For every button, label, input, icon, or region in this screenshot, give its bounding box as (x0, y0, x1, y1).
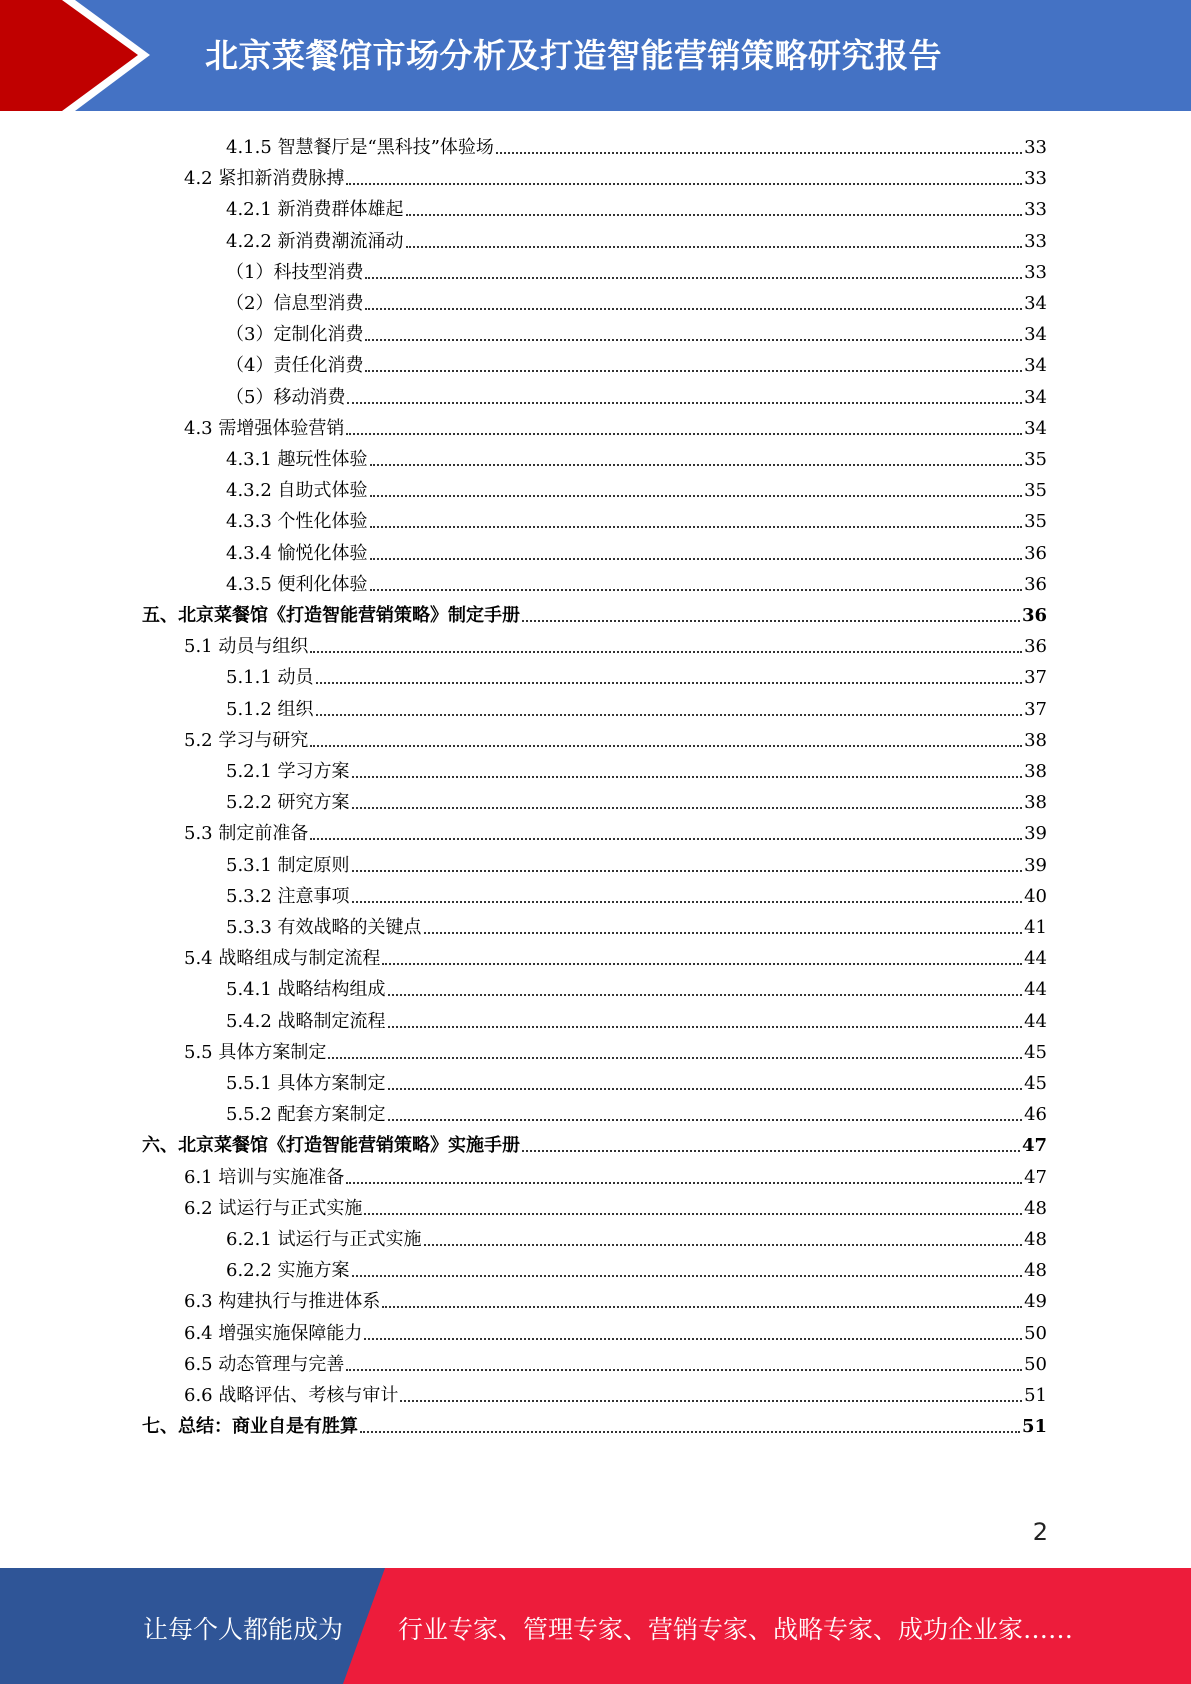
toc-entry-title: 七、总结：商业自是有胜算 (142, 1416, 358, 1437)
toc-dot-leader (352, 1275, 1023, 1277)
toc-dot-leader (328, 1057, 1022, 1059)
toc-entry-page: 47 (1021, 1135, 1047, 1156)
toc-entry[interactable] (184, 1189, 1047, 1220)
toc-entry-page: 46 (1024, 1104, 1047, 1125)
toc-entry-title: （1）科技型消费 (226, 262, 364, 283)
toc-entry-title: 5.3.3 有效战略的关键点 (226, 917, 422, 938)
toc-entry-page: 34 (1024, 293, 1047, 314)
toc-dot-leader (352, 776, 1023, 778)
toc-entry[interactable] (184, 1158, 1047, 1189)
toc-entry-page: 37 (1024, 667, 1047, 688)
toc-entry[interactable] (142, 1407, 1047, 1438)
toc-entry-title: 6.2.2 实施方案 (226, 1260, 350, 1281)
toc-entry-page: 39 (1024, 855, 1047, 876)
toc-dot-leader (424, 932, 1023, 934)
toc-entry-title: 5.4 战略组成与制定流程 (184, 948, 381, 969)
toc-entry-page: 48 (1024, 1198, 1047, 1219)
toc-entry-page: 44 (1024, 1011, 1047, 1032)
toc-entry-title: 4.2.2 新消费潮流涌动 (226, 231, 404, 252)
toc-entry[interactable] (184, 721, 1047, 752)
toc-entry-page: 38 (1024, 792, 1047, 813)
toc-entry-title: 5.1.1 动员 (226, 667, 314, 688)
toc-entry-title: 4.2.1 新消费群体雄起 (226, 199, 404, 220)
toc-entry-title: 5.2 学习与研究 (184, 730, 309, 751)
toc-entry[interactable] (184, 159, 1047, 190)
toc-dot-leader (365, 370, 1022, 372)
toc-entry-title: 4.2 紧扣新消费脉搏 (184, 168, 345, 189)
toc-entry-title: 6.2.1 试运行与正式实施 (226, 1229, 422, 1250)
toc-entry-page: 48 (1024, 1229, 1047, 1250)
toc-entry-title: （3）定制化消费 (226, 324, 364, 345)
toc-entry-title: 6.4 增强实施保障能力 (184, 1323, 363, 1344)
toc-entry[interactable] (226, 1251, 1047, 1282)
toc-entry-title: 4.3 需增强体验营销 (184, 418, 345, 439)
toc-entry[interactable] (226, 783, 1047, 814)
toc-dot-leader (424, 1244, 1023, 1246)
toc-dot-leader (352, 870, 1023, 872)
toc-entry-page: 48 (1024, 1260, 1047, 1281)
toc-entry[interactable] (226, 315, 1047, 346)
toc-entry-page: 51 (1024, 1385, 1047, 1406)
toc-dot-leader (406, 214, 1023, 216)
chevron-arrow-icon (0, 0, 160, 111)
toc-dot-leader (522, 1150, 1020, 1152)
toc-entry-title: 6.3 构建执行与推进体系 (184, 1291, 381, 1312)
toc-dot-leader (522, 620, 1020, 622)
toc-entry[interactable] (184, 814, 1047, 845)
toc-dot-leader (316, 682, 1023, 684)
toc-entry-page: 33 (1024, 231, 1047, 252)
toc-entry-page: 51 (1021, 1416, 1047, 1437)
toc-entry-title: 5.5 具体方案制定 (184, 1042, 327, 1063)
toc-dot-leader (352, 901, 1023, 903)
toc-entry[interactable] (184, 627, 1047, 658)
toc-entry-title: 5.4.1 战略结构组成 (226, 979, 386, 1000)
toc-entry[interactable] (226, 658, 1047, 689)
toc-dot-leader (496, 152, 1022, 154)
toc-entry[interactable] (184, 409, 1047, 440)
toc-entry-title: 6.1 培训与实施准备 (184, 1167, 345, 1188)
toc-dot-leader (364, 1338, 1022, 1340)
toc-entry[interactable] (226, 908, 1047, 939)
toc-dot-leader (316, 714, 1023, 716)
toc-entry[interactable] (184, 1282, 1047, 1313)
toc-entry-page: 44 (1024, 979, 1047, 1000)
toc-dot-leader (388, 1119, 1023, 1121)
toc-entry-page: 38 (1024, 730, 1047, 751)
toc-entry-page: 33 (1024, 137, 1047, 158)
toc-entry[interactable] (226, 1064, 1047, 1095)
toc-entry-title: 4.3.2 自助式体验 (226, 480, 368, 501)
toc-entry-page: 41 (1024, 917, 1047, 938)
toc-entry-page: 34 (1024, 387, 1047, 408)
toc-entry[interactable] (226, 752, 1047, 783)
toc-entry-page: 47 (1024, 1167, 1047, 1188)
toc-entry-page: 40 (1024, 886, 1047, 907)
toc-entry-title: 6.6 战略评估、考核与审计 (184, 1385, 399, 1406)
toc-entry-page: 34 (1024, 324, 1047, 345)
toc-entry-title: 五、北京菜餐馆《打造智能营销策略》制定手册 (142, 605, 520, 626)
toc-entry-page: 33 (1024, 262, 1047, 283)
toc-entry-page: 36 (1024, 574, 1047, 595)
toc-entry-title: 5.2.1 学习方案 (226, 761, 350, 782)
toc-entry[interactable] (226, 1095, 1047, 1126)
toc-entry[interactable] (226, 1220, 1047, 1251)
toc-entry-page: 36 (1021, 605, 1047, 626)
toc-dot-leader (347, 402, 1022, 404)
toc-dot-leader (382, 963, 1022, 965)
toc-entry-title: 5.3 制定前准备 (184, 823, 309, 844)
toc-entry-title: 4.3.5 便利化体验 (226, 574, 368, 595)
page-number: 2 (1032, 1518, 1048, 1546)
toc-dot-leader (360, 1431, 1020, 1433)
toc-entry-page: 39 (1024, 823, 1047, 844)
toc-entry-page: 34 (1024, 418, 1047, 439)
toc-entry-page: 35 (1024, 511, 1047, 532)
toc-entry-title: 4.3.3 个性化体验 (226, 511, 368, 532)
toc-dot-leader (370, 558, 1023, 560)
toc-entry-page: 50 (1024, 1354, 1047, 1375)
toc-dot-leader (346, 1182, 1022, 1184)
toc-entry-page: 50 (1024, 1323, 1047, 1344)
toc-dot-leader (365, 277, 1022, 279)
toc-dot-leader (310, 651, 1022, 653)
toc-entry-page: 35 (1024, 449, 1047, 470)
toc-dot-leader (346, 1369, 1022, 1371)
toc-entry-title: 5.1.2 组织 (226, 699, 314, 720)
toc-dot-leader (310, 745, 1022, 747)
toc-entry[interactable] (226, 440, 1047, 471)
toc-entry-title: 5.4.2 战略制定流程 (226, 1011, 386, 1032)
toc-entry[interactable] (226, 378, 1047, 409)
toc-entry[interactable] (226, 502, 1047, 533)
toc-entry[interactable] (226, 1002, 1047, 1033)
toc-entry-page: 33 (1024, 168, 1047, 189)
toc-dot-leader (352, 807, 1023, 809)
toc-entry-page: 34 (1024, 355, 1047, 376)
toc-entry[interactable] (226, 534, 1047, 565)
toc-entry-page: 33 (1024, 199, 1047, 220)
toc-dot-leader (370, 589, 1023, 591)
toc-entry-page: 45 (1024, 1042, 1047, 1063)
toc-entry[interactable] (184, 1314, 1047, 1345)
toc-entry-title: 5.1 动员与组织 (184, 636, 309, 657)
toc-dot-leader (346, 433, 1022, 435)
toc-entry[interactable] (226, 128, 1047, 159)
toc-entry[interactable] (226, 253, 1047, 284)
toc-dot-leader (406, 246, 1023, 248)
toc-dot-leader (388, 1026, 1023, 1028)
footer-slogan-left: 让每个人都能成为 (143, 1615, 344, 1644)
toc-entry-title: 六、北京菜餐馆《打造智能营销策略》实施手册 (142, 1135, 520, 1156)
toc-dot-leader (382, 1306, 1022, 1308)
toc-entry-title: 4.1.5 智慧餐厅是“黑科技”体验场 (226, 137, 494, 158)
toc-dot-leader (346, 183, 1022, 185)
toc-dot-leader (388, 994, 1023, 996)
toc-entry[interactable] (184, 939, 1047, 970)
toc-entry-title: （4）责任化消费 (226, 355, 364, 376)
toc-dot-leader (364, 1213, 1022, 1215)
toc-entry-title: （2）信息型消费 (226, 293, 364, 314)
toc-entry-title: 5.5.2 配套方案制定 (226, 1104, 386, 1125)
toc-entry-page: 45 (1024, 1073, 1047, 1094)
toc-entry[interactable] (226, 970, 1047, 1001)
toc-entry-page: 38 (1024, 761, 1047, 782)
toc-entry-page: 37 (1024, 699, 1047, 720)
toc-entry[interactable] (184, 1345, 1047, 1376)
toc-entry[interactable] (226, 877, 1047, 908)
toc-entry[interactable] (142, 596, 1047, 627)
toc-entry-title: 4.3.1 趣玩性体验 (226, 449, 368, 470)
toc-entry[interactable] (226, 690, 1047, 721)
toc-dot-leader (310, 838, 1022, 840)
toc-entry-title: 5.5.1 具体方案制定 (226, 1073, 386, 1094)
toc-entry-title: 4.3.4 愉悦化体验 (226, 543, 368, 564)
toc-entry-page: 49 (1024, 1291, 1047, 1312)
toc-entry-page: 36 (1024, 543, 1047, 564)
toc-entry[interactable] (226, 346, 1047, 377)
toc-entry-title: 5.2.2 研究方案 (226, 792, 350, 813)
toc-dot-leader (365, 308, 1022, 310)
toc-entry[interactable] (184, 1376, 1047, 1407)
footer-slogan-right: 行业专家、管理专家、营销专家、战略专家、成功企业家…… (398, 1615, 1074, 1644)
toc-dot-leader (388, 1088, 1023, 1090)
toc-dot-leader (365, 339, 1022, 341)
toc-dot-leader (370, 495, 1023, 497)
toc-entry[interactable] (226, 565, 1047, 596)
page-footer (0, 1568, 1191, 1684)
page-header (0, 0, 1191, 111)
toc-entry[interactable] (226, 190, 1047, 221)
report-title: 北京菜餐馆市场分析及打造智能营销策略研究报告 (205, 36, 942, 75)
toc-entry[interactable] (226, 284, 1047, 315)
toc-dot-leader (370, 526, 1023, 528)
toc-entry[interactable] (226, 471, 1047, 502)
toc-entry-title: 5.3.2 注意事项 (226, 886, 350, 907)
toc-entry-title: 6.2 试运行与正式实施 (184, 1198, 363, 1219)
toc-entry[interactable] (142, 1126, 1047, 1157)
toc-entry[interactable] (226, 846, 1047, 877)
toc-dot-leader (370, 464, 1023, 466)
toc-entry-page: 44 (1024, 948, 1047, 969)
toc-entry-title: 5.3.1 制定原则 (226, 855, 350, 876)
toc-entry-page: 35 (1024, 480, 1047, 501)
toc-dot-leader (400, 1400, 1022, 1402)
toc-entry[interactable] (184, 1033, 1047, 1064)
toc-entry-title: （5）移动消费 (226, 387, 346, 408)
toc-entry-title: 6.5 动态管理与完善 (184, 1354, 345, 1375)
toc-entry[interactable] (226, 222, 1047, 253)
toc-entry-page: 36 (1024, 636, 1047, 657)
